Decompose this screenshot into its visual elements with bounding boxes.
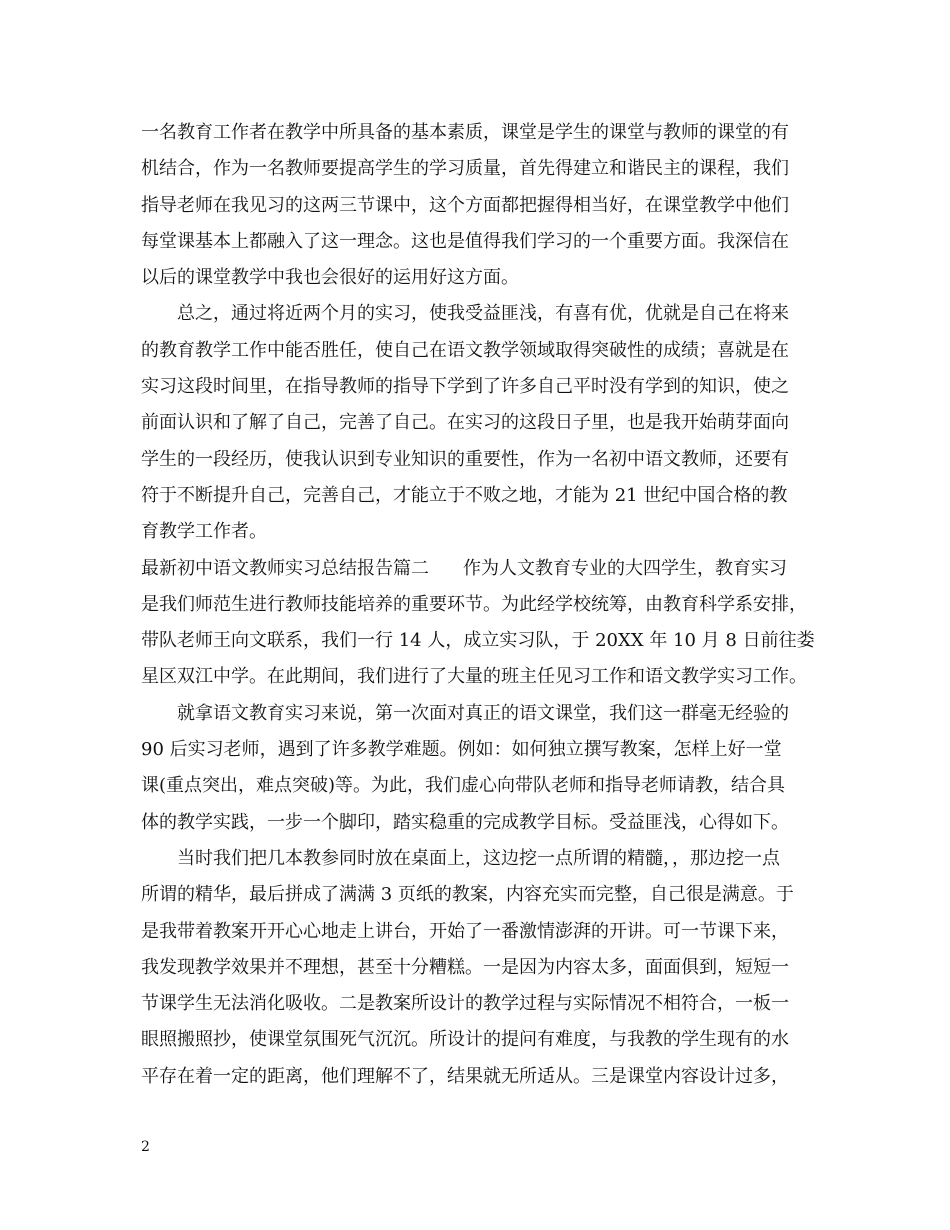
paragraph-first-line: 总之，通过将近两个月的实习，使我受益匪浅，有喜有优，优就是自己在将来 [177,303,789,325]
text-line: 平存在着一定的距离，他们理解不了，结果就无所适从。三是课堂内容设计过多， [141,1065,789,1087]
paragraph-first-line: 就拿语文教育实习来说，第一次面对真正的语文课堂，我们这一群毫无经验的 [177,702,789,724]
text-line: 一名教育工作者在教学中所具备的基本素质，课堂是学生的课堂与教师的课堂的有 [141,122,789,143]
text-line: 以后的课堂教学中我也会很好的运用好这方面。 [141,267,519,289]
section-heading-line [141,551,821,587]
text-line: 是我带着教案开开心心地走上讲台，开始了一番激情澎湃的开讲。可一节课下来， [141,920,789,942]
text-line: 指导老师在我见习的这两三节课中，这个方面都把握得相当好，在课堂教学中他们 [141,194,789,216]
heading-continuation-text: 作为人文教育专业的大四学生，教育实习 [463,557,787,579]
text-line: 实习这段时间里，在指导教师的指导下学到了许多自己平时没有学到的知识，使之 [141,376,789,398]
paragraph-first-line: 当时我们把几本教参同时放在桌面上，这边挖一点所谓的精髓，，那边挖一点 [177,847,780,869]
document-body [141,115,821,1095]
text-line: 的教育教学工作中能否胜任，使自己在语文教学领域取得突破性的成绩；喜就是在 [141,339,789,361]
text-line: 带队老师王向文联系，我们一行 14 人，成立实习队，于 20XX 年 10 月 8 日前往娄 [141,630,815,652]
text-line: 体的教学实践，一步一个脚印，踏实稳重的完成教学目标。受益匪浅，心得如下。 [141,811,789,833]
text-line: 所谓的精华，最后拼成了满满 3 页纸的教案，内容充实而完整，自己很是满意。于 [141,884,794,906]
text-line: 星区双江中学。在此期间，我们进行了大量的班主任见习工作和语文教学实习工作。 [141,666,807,688]
text-line: 是我们师范生进行教师技能培养的重要环节。为此经学校统筹，由教育科学系安排， [141,593,807,615]
text-line: 90 后实习老师，遇到了许多教学难题。例如：如何独立撰写教案，怎样上好一堂 [141,739,782,761]
text-line: 课(重点突出，难点突破)等。为此，我们虚心向带队老师和指导老师请教，结合具 [141,775,786,797]
text-line: 机结合，作为一名教师要提高学生的学习质量，首先得建立和谐民主的课程，我们 [141,158,789,180]
section-heading: 最新初中语文教师实习总结报告篇二 [141,557,429,579]
text-line: 每堂课基本上都融入了这一理念。这也是值得我们学习的一个重要方面。我深信在 [141,230,789,252]
text-line: 我发现教学效果并不理想，甚至十分糟糕。一是因为内容太多，面面俱到，短短一 [141,956,789,978]
text-line: 符于不断提升自己，完善自己，才能立于不败之地，才能为 21 世纪中国合格的教 [141,484,788,506]
text-line: 学生的一段经历，使我认识到专业知识的重要性，作为一名初中语文教师，还要有 [141,448,789,470]
text-line: 眼照搬照抄，使课堂氛围死气沉沉。所设计的提问有难度，与我教的学生现有的水 [141,1029,789,1051]
page-number: 2 [141,1139,150,1155]
text-line: 育教学工作者。 [141,521,267,543]
text-line: 前面认识和了解了自己，完善了自己。在实习的这段日子里，也是我开始萌芽面向 [141,412,789,434]
text-line: 节课学生无法消化吸收。二是教案所设计的教学过程与实际情况不相符合，一板一 [141,993,789,1015]
